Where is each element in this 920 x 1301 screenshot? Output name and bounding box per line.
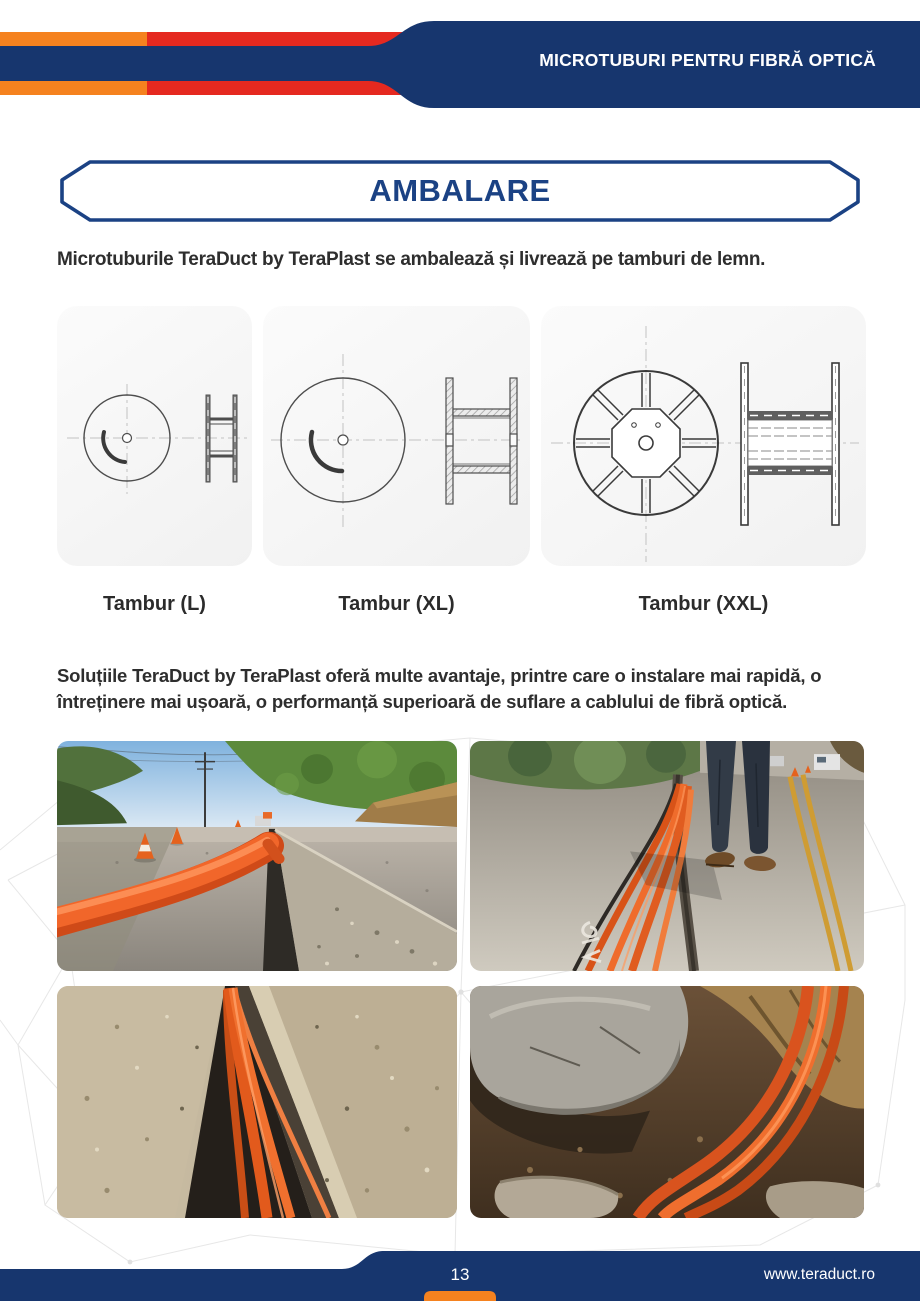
drum-label-l: Tambur (L) bbox=[103, 592, 206, 615]
header-stripe-orange-top bbox=[0, 32, 147, 46]
photo-microducts-in-rocky-excavation bbox=[470, 986, 864, 1218]
photo-worker-with-microduct-bundle bbox=[470, 741, 864, 971]
drum-card-xxl bbox=[541, 306, 866, 566]
drum-label-xl: Tambur (XL) bbox=[338, 592, 455, 615]
benefits-text: Soluțiile TeraDuct by TeraPlast oferă multe avantaje, printre care o instalare mai rapidă, o întreținere mai ușoară, o performanță superioară de suflare a cablului de fibră optică. bbox=[57, 665, 822, 712]
drum-card-xl bbox=[263, 306, 530, 566]
drum-label-xxl: Tambur (XXL) bbox=[638, 592, 769, 615]
tambur-l-drawing bbox=[57, 306, 252, 566]
page-number: 13 bbox=[450, 1265, 470, 1284]
section-title-box bbox=[60, 160, 860, 222]
header-title: MICROTUBURI PENTRU FIBRĂ OPTICĂ bbox=[539, 49, 876, 70]
photo-microducts-in-micro-trench bbox=[57, 986, 457, 1218]
drum-card-l bbox=[57, 306, 252, 566]
section-title: AMBALARE bbox=[369, 173, 551, 208]
footer-orange-tab bbox=[424, 1291, 496, 1301]
tambur-xxl-drawing bbox=[541, 306, 866, 566]
intro-text: Microtuburile TeraDuct by TeraPlast se ambalează și livrează pe tamburi de lemn. bbox=[57, 249, 766, 270]
tambur-xl-drawing bbox=[263, 306, 530, 566]
header-stripe-orange-bottom bbox=[0, 81, 147, 95]
photo-road-saw-cut-with-microduct bbox=[57, 741, 457, 971]
website-link[interactable]: www.teraduct.ro bbox=[763, 1266, 875, 1283]
